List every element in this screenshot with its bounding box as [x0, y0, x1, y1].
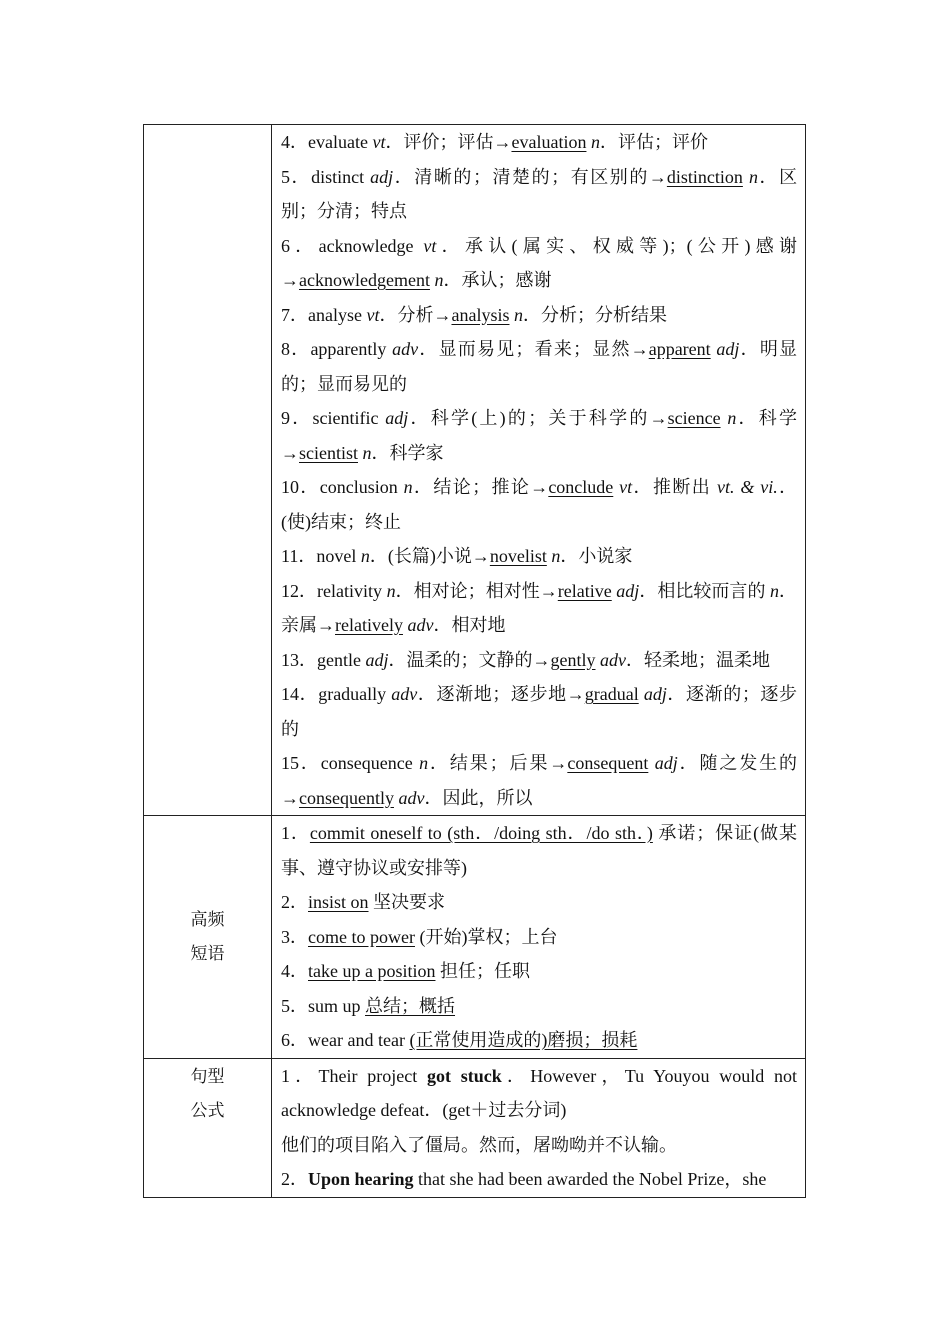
entry-number: 2 [281, 892, 290, 912]
derived-pos: n [590, 132, 600, 152]
part-of-speech: adj [365, 649, 389, 670]
sentences-label-cell [144, 1058, 272, 1197]
vocab-entry: 8．apparently adv．显而易见；看来；显然→apparent adj．明显的；显而易见的 [281, 339, 798, 394]
part-of-speech: n [403, 477, 413, 497]
derived-pos: n [434, 270, 444, 290]
phrase-entry: 6．wear and tear (正常使用造成的)磨损；损耗 [281, 1030, 638, 1050]
phrase-entry: 1．commit oneself to (sth．/doing sth．/do sth．) 承诺；保证(做某事、遵守协议或安排等) [281, 823, 797, 878]
vocab-entry: 7．analyse vt．分析→analysis n．分析；分析结果 [281, 304, 667, 325]
table-row [144, 1058, 806, 1197]
derived-word: gradual [584, 684, 639, 704]
derived-pos: adj [643, 684, 667, 704]
sentences-label-line1: 句型 [190, 1066, 225, 1087]
meaning: 结果；后果→ [449, 753, 568, 773]
derived-meaning: 评估；评价 [617, 132, 708, 152]
headword: consequence [320, 753, 413, 773]
entry-number: 6 [281, 1030, 290, 1050]
derived-meaning-2: 因此，所以 [442, 787, 533, 808]
meaning: 清晰的；清楚的；有区别的→ [414, 166, 667, 187]
part-of-speech: adv [392, 339, 419, 359]
derived-pos: n [748, 166, 758, 187]
sentence-text: Their project [318, 1065, 428, 1086]
entry-number: 12 [281, 580, 299, 601]
derived-word: science [667, 408, 721, 428]
phrase-entry: 5．sum up 总结；概括 [281, 995, 456, 1016]
derived-pos: adj [716, 339, 740, 359]
entry-number: 6 [281, 235, 290, 256]
derived-meaning: 科学→ [281, 408, 798, 463]
vocabulary-table-sheet [143, 124, 806, 1198]
derived-pos: adj [616, 580, 640, 601]
entry-number: 10 [281, 477, 299, 497]
entry-number: 4 [281, 961, 290, 981]
derived-pos-2: adv [407, 615, 434, 635]
part-of-speech: adv [391, 684, 418, 704]
sentence-pattern: Upon hearing [308, 1169, 414, 1189]
headword: acknowledge [318, 235, 414, 256]
derived-word-2: scientist [299, 442, 358, 463]
derived-meaning: 逐渐的；逐步的 [281, 684, 798, 739]
derived-word: relative [557, 580, 612, 601]
entry-number: 11 [281, 546, 299, 566]
extra-pos: n [770, 580, 780, 601]
extra-meaning: 亲属→ [281, 615, 335, 635]
headword: distinct [311, 166, 365, 187]
derived-meaning: 推断出 [652, 477, 712, 497]
entry-number: 8 [281, 339, 290, 359]
derived-word: distinction [666, 166, 743, 187]
derived-pos: vt [619, 477, 633, 497]
vocab-entry: 13．gentle adj．温柔的；文静的→gently adv．轻柔地；温柔地 [281, 649, 770, 670]
headword: novel [316, 546, 357, 566]
phrases-cell [272, 816, 806, 1059]
vocab-entry: 11．novel n．(长篇)小说→novelist n．小说家 [281, 546, 633, 566]
derived-meaning: 随之发生的→ [281, 753, 798, 808]
derived-pos: adj [654, 753, 678, 773]
table-row [144, 125, 806, 816]
derived-word: novelist [489, 546, 547, 566]
meaning: 承认(属实、权威等)；(公开)感谢→ [281, 235, 798, 290]
phrase-meaning: 坚决要求 [368, 892, 446, 912]
vocab-entry: 9．scientific adj．科学(上)的；关于科学的→science n．科学→scientist n．科学家 [281, 408, 798, 463]
phrase-text: sum up [308, 995, 366, 1016]
derived-meaning: 承认；感谢 [461, 270, 552, 290]
entry-number: 15 [281, 753, 299, 773]
derived-word: acknowledgement [299, 270, 430, 290]
phrase-underlined: take up a position [308, 961, 436, 981]
vocab-entry: 5．distinct adj．清晰的；清楚的；有区别的→distinction n．区别；分清；特点 [281, 166, 798, 221]
phrase-text: wear and tear [308, 1030, 410, 1050]
vocab-entry: 4．evaluate vt．评价；评估→evaluation n．评估；评价 [281, 132, 708, 152]
phrase-underlined: insist on [308, 892, 369, 912]
entry-number: 7 [281, 304, 290, 325]
derived-pos-2: adv [398, 787, 425, 808]
entry-number: 3 [281, 926, 290, 947]
derived-pos: n [551, 546, 561, 566]
meaning: 评价；评估→ [403, 132, 512, 152]
part-of-speech: vt [423, 235, 437, 256]
derived-word: consequent [567, 753, 649, 773]
entry-number: 5 [281, 166, 290, 187]
part-of-speech: n [360, 546, 370, 566]
derived-word: conclude [548, 477, 614, 497]
headword: apparently [310, 339, 387, 359]
derived-pos: n [513, 304, 523, 325]
entry-number: 2 [281, 1169, 290, 1189]
phrase-entry: 3．come to power (开始)掌权；上台 [281, 926, 558, 947]
sentence-list [281, 1059, 797, 1197]
meaning: 相对论；相对性→ [413, 580, 558, 601]
phrase-underlined: come to power [308, 926, 415, 947]
phrases-label-line1: 高频 [190, 909, 225, 930]
phrase-list [281, 816, 797, 1058]
derived-meaning: 小说家 [578, 546, 633, 566]
derived-word-2: relatively [335, 615, 403, 635]
derived-meaning: 轻柔地；温柔地 [644, 649, 770, 670]
extra-pos: vt. & vi. [716, 477, 778, 497]
headword: analyse [308, 304, 362, 325]
sentence-entry: 2．Upon hearing that she had been awarded the Nobel Prize，she [281, 1169, 767, 1189]
derived-meaning: 分析；分析结果 [540, 304, 667, 325]
phrases-label-cell [144, 816, 272, 1059]
meaning: 结论；推论→ [433, 477, 549, 497]
derived-word-2: consequently [299, 787, 394, 808]
sentence-text-rest: that she had been awarded the Nobel Prize，she [413, 1169, 767, 1189]
derived-word: analysis [451, 304, 510, 325]
derived-meaning: 区别；分清；特点 [281, 166, 798, 221]
vocab-entry: 15．consequence n．结果；后果→consequent adj．随之发生的→consequently adv．因此，所以 [281, 753, 798, 808]
derived-meaning-2: 相对地 [451, 615, 506, 635]
phrase-entry: 2．insist on 坚决要求 [281, 892, 446, 912]
phrases-label-line2: 短语 [190, 943, 225, 964]
sentences-label-line2: 公式 [190, 1100, 225, 1121]
meaning: (长篇)小说→ [387, 546, 490, 566]
entry-number: 1 [281, 1065, 290, 1086]
phrase-underlined: (正常使用造成的)磨损；损耗 [409, 1030, 638, 1050]
phrase-underlined: commit oneself to (sth．/doing sth．/do sth．) [309, 823, 653, 843]
entry-number: 13 [281, 649, 299, 670]
derived-pos: adv [600, 649, 626, 670]
headword: conclusion [319, 477, 398, 497]
entry-number: 14 [281, 684, 299, 704]
sentence-entry: 1．Their project got stuck．However，Tu Youyou would not acknowledge defeat．(get＋过去分词) [281, 1065, 797, 1120]
entry-number: 9 [281, 408, 290, 428]
entry-number: 1 [281, 823, 290, 843]
headword: relativity [317, 580, 383, 601]
vocabulary-table [143, 124, 806, 1198]
vocab-entry: 12．relativity n．相对论；相对性→relative adj．相比较而言的 n．亲属→relatively adv．相对地 [281, 580, 798, 635]
meaning: 显而易见；看来；显然→ [438, 339, 649, 359]
part-of-speech: n [386, 580, 396, 601]
derived-meaning: 相比较而言的 [657, 580, 766, 601]
derived-word: evaluation [511, 132, 587, 152]
table-row [144, 816, 806, 1059]
derived-pos: n [727, 408, 737, 428]
part-of-speech: vt [372, 132, 386, 152]
vocab-entry: 6．acknowledge vt．承认(属实、权威等)；(公开)感谢→acknowledgement n．承认；感谢 [281, 235, 798, 290]
derived-meaning: 明显的；显而易见的 [281, 339, 798, 394]
entry-number: 5 [281, 995, 290, 1016]
part-of-speech: adj [370, 166, 394, 187]
part-of-speech: vt [366, 304, 380, 325]
headword: gentle [317, 649, 361, 670]
phrase-meaning: 担任；任职 [435, 961, 530, 981]
entry-number: 4 [281, 132, 290, 152]
phrase-underlined: 总结；概括 [365, 995, 456, 1016]
vocabulary-label-cell [144, 125, 272, 816]
headword: scientific [312, 408, 379, 428]
phrase-entry: 4．take up a position 担任；任职 [281, 961, 530, 981]
derived-meaning-2: 科学家 [389, 442, 444, 463]
phrase-meaning: 承诺；保证(做某事、遵守协议或安排等) [281, 823, 797, 878]
sentences-cell [272, 1058, 806, 1197]
vocabulary-list [281, 125, 797, 815]
derived-word: gently [550, 649, 596, 670]
headword: gradually [318, 684, 387, 704]
vocab-entry: 10．conclusion n．结论；推论→conclude vt．推断出 vt. & vi.．(使)结束；终止 [281, 477, 798, 532]
phrase-meaning: (开始)掌权；上台 [414, 926, 558, 947]
vocab-entry: 14．gradually adv．逐渐地；逐步地→gradual adj．逐渐的；逐步的 [281, 684, 798, 739]
part-of-speech: n [419, 753, 429, 773]
headword: evaluate [308, 132, 368, 152]
extra-meaning: (使)结束；终止 [281, 511, 401, 532]
derived-word: apparent [648, 339, 711, 359]
sentence-pattern: got stuck [427, 1065, 502, 1086]
meaning: 科学(上)的；关于科学的→ [430, 408, 668, 428]
sentence-text-rest: ．However，Tu Youyou would not acknowledge defeat．(get＋过去分词) [281, 1065, 797, 1120]
meaning: 逐渐地；逐步地→ [436, 684, 585, 704]
sentence-translation: 他们的项目陷入了僵局。然而，屠呦呦并不认输。 [281, 1134, 677, 1155]
vocabulary-cell [272, 125, 806, 816]
part-of-speech: adj [385, 408, 409, 428]
meaning: 温柔的；文静的→ [406, 649, 551, 670]
meaning: 分析→ [397, 304, 452, 325]
derived-pos-2: n [362, 442, 372, 463]
